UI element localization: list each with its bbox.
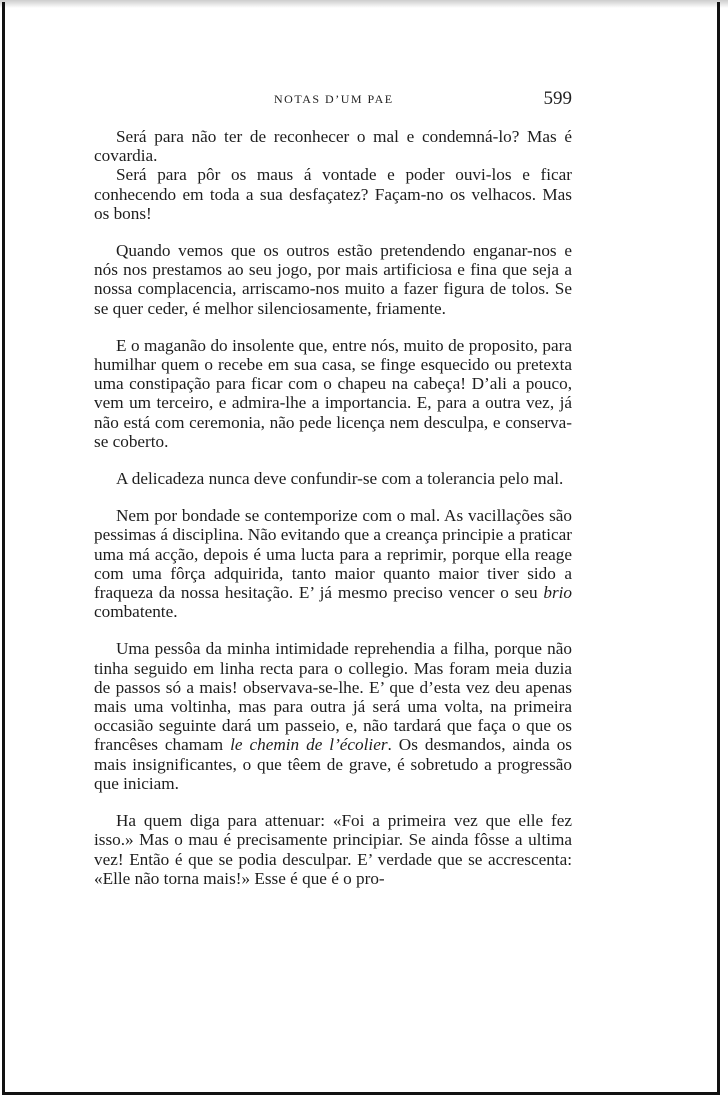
paragraph-text: Nem por bondade se contemporize com o mal. As vacillações são pessimas á disciplina. Não evitando que a creança principie a praticar uma má acção, depois é uma lucta para a reprimir, porque ella reage com uma fôrça adquirida, tanto maior quanto maior tiver sido a fraqueza da nossa hesitação. E’ já mesmo preciso vencer o seu [94, 506, 572, 603]
italic-word: brio [543, 583, 572, 603]
paragraph-text: Será para não ter de reconhecer o mal e condemná-lo? Mas é covardia. [94, 127, 572, 166]
paragraph-text: combatente. [94, 602, 178, 622]
body-text [94, 127, 572, 888]
paragraph-3 [94, 241, 572, 318]
paragraph-text: Uma pessôa da minha intimidade reprehendia a filha, porque não tinha seguido em linha recta para o collegio. Mas foram meia duzia de passos só a mais! observava-se-lhe. E’ que d’esta vez deu apenas mais uma voltinha, mas para outra já será uma volta, na primeira occasião seguinte dará um passeio, e, não tardará que faça o que os francêses chamam [94, 639, 572, 755]
running-title: NOTAS D’UM PAE [274, 92, 394, 106]
paragraph-text: E o maganão do insolente que, entre nós, muito de proposito, para humilhar quem o recebe em sua casa, se finge esquecido ou pretexta uma constipação para ficar com o chapeu na cabeça! D’ali a pouco, vem um terceiro, e admira-lhe a importancia. E, para a outra vez, já não está com ceremonia, não pede licença nem desculpa, e conserva-se coberto. [94, 335, 572, 451]
paragraph-1 [94, 127, 572, 165]
page-number: 599 [543, 88, 572, 109]
paragraph-5 [94, 469, 572, 488]
paragraph-text: . Os desmandos, ainda os mais insignificantes, o que têem de grave, é sobretudo a progressão que iniciam. [94, 735, 572, 793]
paragraph-text: Ha quem diga para attenuar: «Foi a primeira vez que elle fez isso.» Mas o mau é precisamente principiar. Se ainda fôsse a ultima vez! Então é que se podia desculpar. E’ verdade que se accrescenta: «Elle não torna mais!» Esse é que é o pro- [94, 811, 572, 888]
paragraph-6 [94, 506, 572, 621]
paragraph-4 [94, 336, 572, 451]
page-header [94, 88, 572, 112]
paragraph-text: Será para pôr os maus á vontade e poder ouvi-los e ficar conhecendo em toda a sua desfaçatez? Façam-no os velhacos. Mas os bons! [94, 165, 572, 223]
paragraph-2 [94, 165, 572, 223]
paragraph-7 [94, 639, 572, 793]
paragraph-8 [94, 811, 572, 888]
paragraph-text: Quando vemos que os outros estão pretendendo enganar-nos e nós nos prestamos ao seu jogo, por mais artificiosa e fina que seja a nossa complacencia, arriscamo-nos muito a fazer figura de tolos. Se se quer ceder, é melhor silenciosamente, friamente. [94, 241, 572, 318]
italic-phrase: le chemin de l’écolier [230, 735, 388, 755]
paragraph-text: A delicadeza nunca deve confundir-se com a tolerancia pelo mal. [116, 469, 564, 489]
